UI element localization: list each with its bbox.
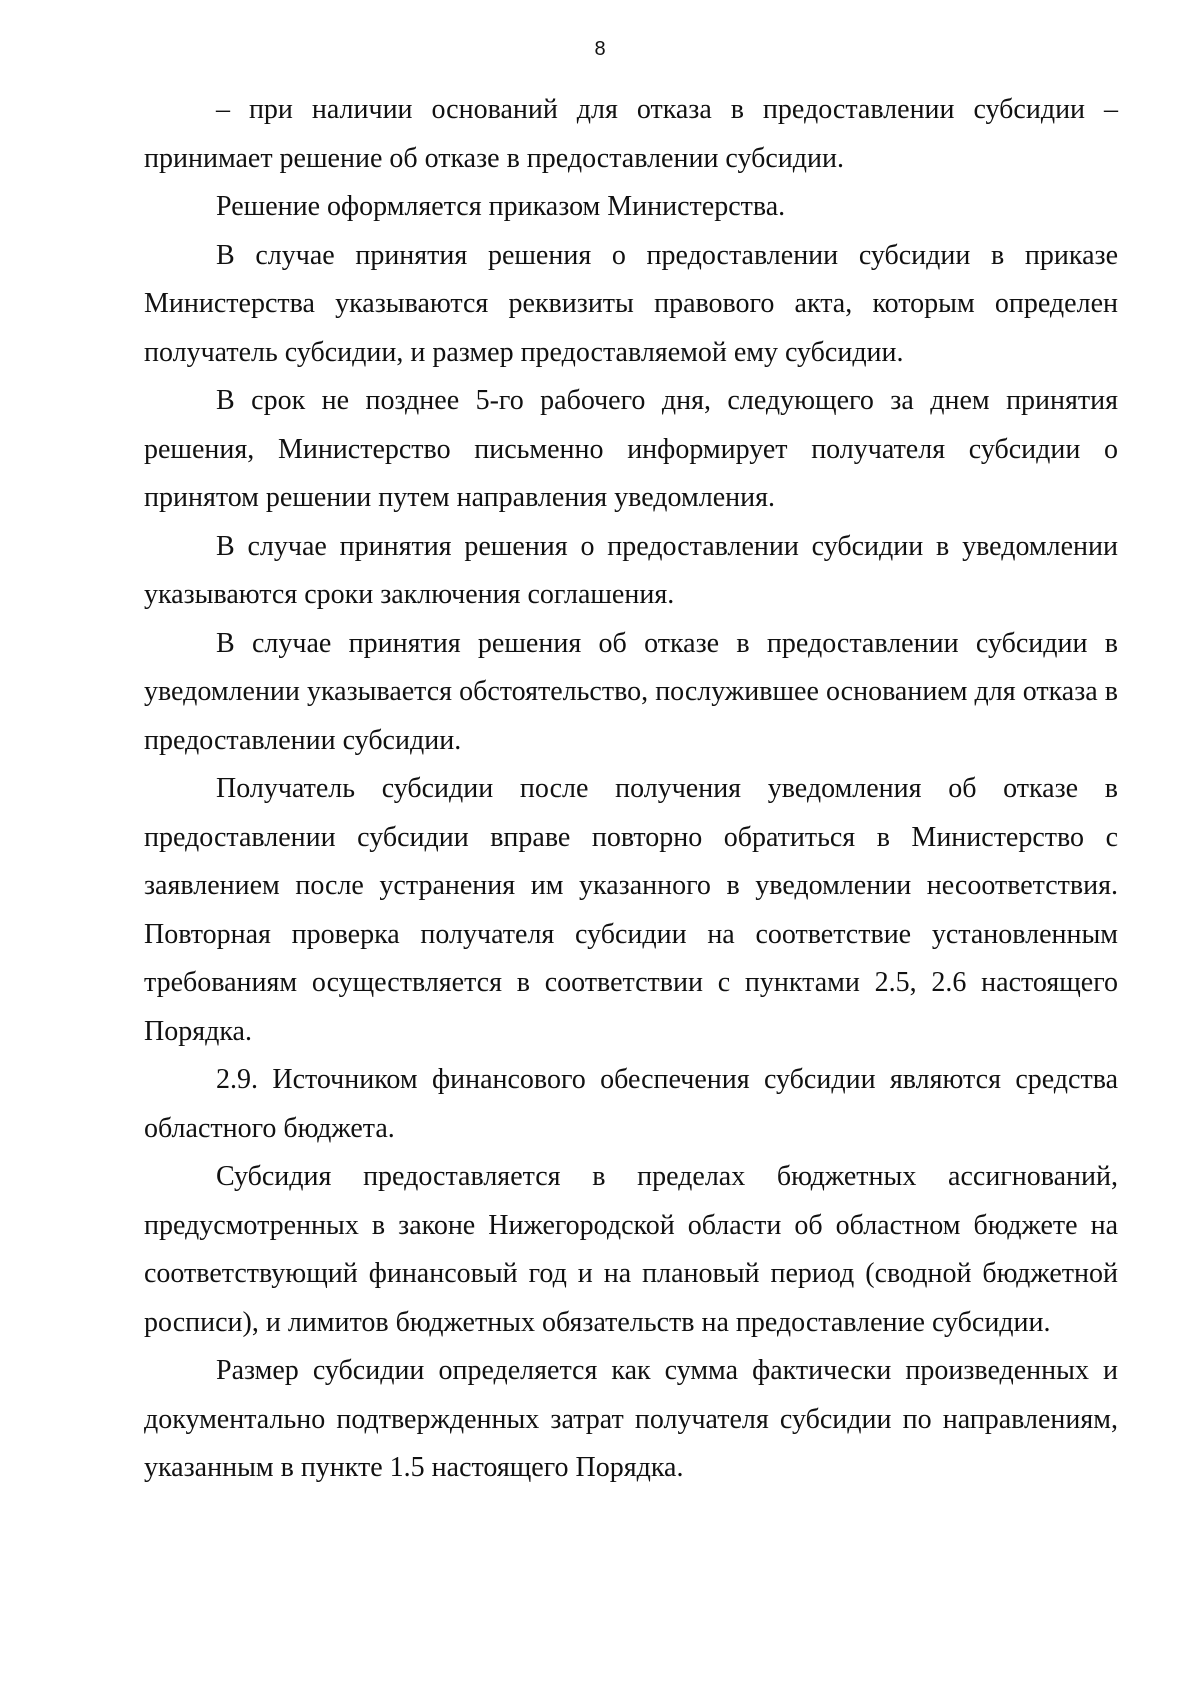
- paragraph: В срок не позднее 5-го рабочего дня, следующего за днем принятия решения, Министерство письменно информирует получателя субсидии о принятом решении путем направления уведомления.: [144, 385, 1118, 513]
- paragraph: 2.9. Источником финансового обеспечения субсидии являются средства областного бюджета.: [144, 1064, 1118, 1144]
- paragraph: Решение оформляется приказом Министерства.: [216, 191, 786, 222]
- paragraph: Субсидия предоставляется в пределах бюджетных ассигнований, предусмотренных в законе Нижегородской области об областном бюджете на соответствующий финансовый год и на плановый период (сводной бюджетной росписи), и лимитов бюджетных обязательств на предоставление субсидии.: [144, 1161, 1118, 1338]
- paragraph: В случае принятия решения об отказе в предоставлении субсидии в уведомлении указывается обстоятельство, послужившее основанием для отказа в предоставлении субсидии.: [144, 627, 1118, 756]
- paragraph: В случае принятия решения о предоставлении субсидии в уведомлении указываются сроки заключения соглашения.: [144, 530, 1118, 610]
- paragraph: Размер субсидии определяется как сумма фактически произведенных и документально подтвержденных затрат получателя субсидии по направлениям, указанным в пункте 1.5 настоящего Порядка.: [144, 1355, 1118, 1483]
- paragraph: Получатель субсидии после получения уведомления об отказе в предоставлении субсидии вправе повторно обратиться в Министерство с заявлением после устранения им указанного в уведомлении несоответствия. Повторная проверка получателя субсидии на соответствие установленным требованиям осуществляется в соответствии с пунктами 2.5, 2.6 настоящего Порядка.: [144, 773, 1118, 1047]
- paragraph: В случае принятия решения о предоставлении субсидии в приказе Министерства указываются реквизиты правового акта, которым определен получатель субсидии, и размер предоставляемой ему субсидии.: [144, 239, 1118, 368]
- document-body: [144, 86, 1118, 1493]
- paragraph: – при наличии оснований для отказа в предоставлении субсидии – принимает решение об отказе в предоставлении субсидии.: [144, 94, 1118, 174]
- page-number: 8: [594, 38, 606, 60]
